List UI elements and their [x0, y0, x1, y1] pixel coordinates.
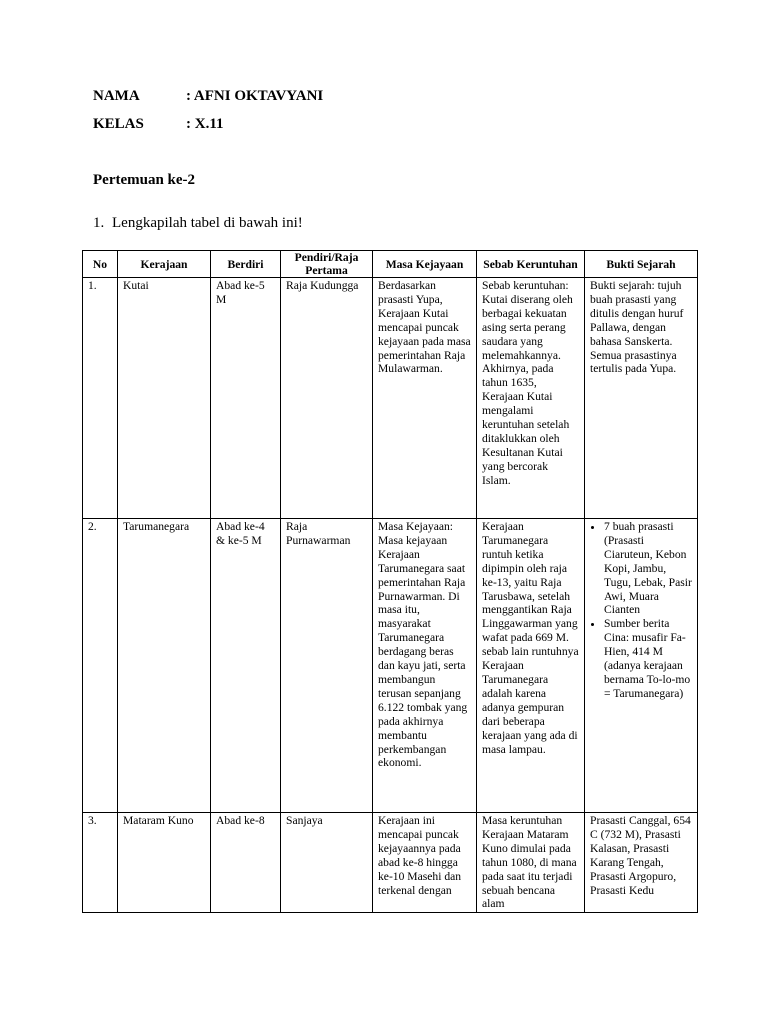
nama-row	[93, 88, 323, 105]
instruction	[93, 215, 303, 232]
cell-berdiri: Abad ke-4 & ke-5 M	[211, 519, 281, 813]
cell-berdiri: Abad ke-5 M	[211, 278, 281, 519]
table-row	[83, 813, 698, 913]
instruction-number: 1.	[93, 215, 105, 231]
cell-kerajaan: Kutai	[118, 278, 211, 519]
header-no: No	[83, 251, 118, 278]
table-header-row	[83, 251, 698, 278]
cell-no: 3.	[83, 813, 118, 913]
header-bukti: Bukti Sejarah	[585, 251, 698, 278]
cell-bukti	[585, 519, 698, 813]
bukti-list-item: • 7 buah prasasti (Prasasti Ciaruteun, Kebon Kopi, Jambu, Tugu, Lebak, Pasir Awi, Muara Cianten	[604, 520, 692, 617]
header-berdiri: Berdiri	[211, 251, 281, 278]
table-row	[83, 278, 698, 519]
bukti-list-item: • Sumber berita Cina: musafir Fa-Hien, 414 M (adanya kerajaan bernama To-lo-mo = Tarumanegara)	[604, 617, 692, 700]
kelas-row	[93, 116, 224, 133]
header-pendiri: Pendiri/Raja Pertama	[281, 251, 373, 278]
cell-kejayaan: Kerajaan ini mencapai puncak kejayaannya pada abad ke-8 hingga ke-10 Masehi dan terkenal dengan	[373, 813, 477, 913]
cell-keruntuhan: Sebab keruntuhan: Kutai diserang oleh berbagai kekuatan asing serta perang saudara yang melemahkannya. Akhirnya, pada tahun 1635, Kerajaan Kutai mengalami keruntuhan setelah ditaklukkan oleh Kesultanan Kutai yang bercorak Islam.	[477, 278, 585, 519]
nama-label: NAMA	[93, 88, 140, 104]
instruction-text: Lengkapilah tabel di bawah ini!	[112, 215, 303, 231]
cell-kejayaan: Berdasarkan prasasti Yupa, Kerajaan Kutai mencapai puncak kejayaan pada masa pemerintahan Raja Mulawarman.	[373, 278, 477, 519]
cell-keruntuhan: Masa keruntuhan Kerajaan Mataram Kuno dimulai pada tahun 1080, di mana pada saat itu terjadi sebuah bencana alam	[477, 813, 585, 913]
header-kerajaan: Kerajaan	[118, 251, 211, 278]
meeting-title: Pertemuan ke-2	[93, 172, 196, 188]
cell-kerajaan: Tarumanegara	[118, 519, 211, 813]
cell-bukti: Prasasti Canggal, 654 C (732 M), Prasasti Kalasan, Prasasti Karang Tengah, Prasasti Argopuro, Prasasti Kedu	[585, 813, 698, 913]
cell-no: 2.	[83, 519, 118, 813]
cell-keruntuhan: Kerajaan Tarumanegara runtuh ketika dipimpin oleh raja ke-13, yaitu Raja Tarusbawa, setelah menggantikan Raja Linggawarman yang wafat pada 669 M. sebab lain runtuhnya Kerajaan Tarumanegara adalah karena adanya gempuran dari beberapa kerajaan yang ada di masa lampau.	[477, 519, 585, 813]
cell-kejayaan: Masa Kejayaan: Masa kejayaan Kerajaan Tarumanegara saat pemerintahan Raja Purnawarman. Di masa itu, masyarakat Tarumanegara berdagang beras dan kayu jati, serta membangun terusan sepanjang 6.122 tombak yang pada akhirnya membantu perkembangan ekonomi.	[373, 519, 477, 813]
kelas-label: KELAS	[93, 116, 144, 132]
cell-no: 1.	[83, 278, 118, 519]
cell-pendiri: Raja Purnawarman	[281, 519, 373, 813]
kingdom-table	[82, 250, 698, 913]
nama-value: : AFNI OKTAVYANI	[186, 88, 324, 104]
cell-pendiri: Raja Kudungga	[281, 278, 373, 519]
bukti-list	[590, 520, 692, 701]
cell-pendiri: Sanjaya	[281, 813, 373, 913]
header-kejayaan: Masa Kejayaan	[373, 251, 477, 278]
cell-bukti: Bukti sejarah: tujuh buah prasasti yang ditulis dengan huruf Pallawa, dengan bahasa Sanskerta. Semua prasastinya tertulis pada Yupa.	[585, 278, 698, 519]
table-row	[83, 519, 698, 813]
cell-kerajaan: Mataram Kuno	[118, 813, 211, 913]
header-keruntuhan: Sebab Keruntuhan	[477, 251, 585, 278]
kelas-value: : X.11	[186, 116, 224, 132]
cell-berdiri: Abad ke-8	[211, 813, 281, 913]
